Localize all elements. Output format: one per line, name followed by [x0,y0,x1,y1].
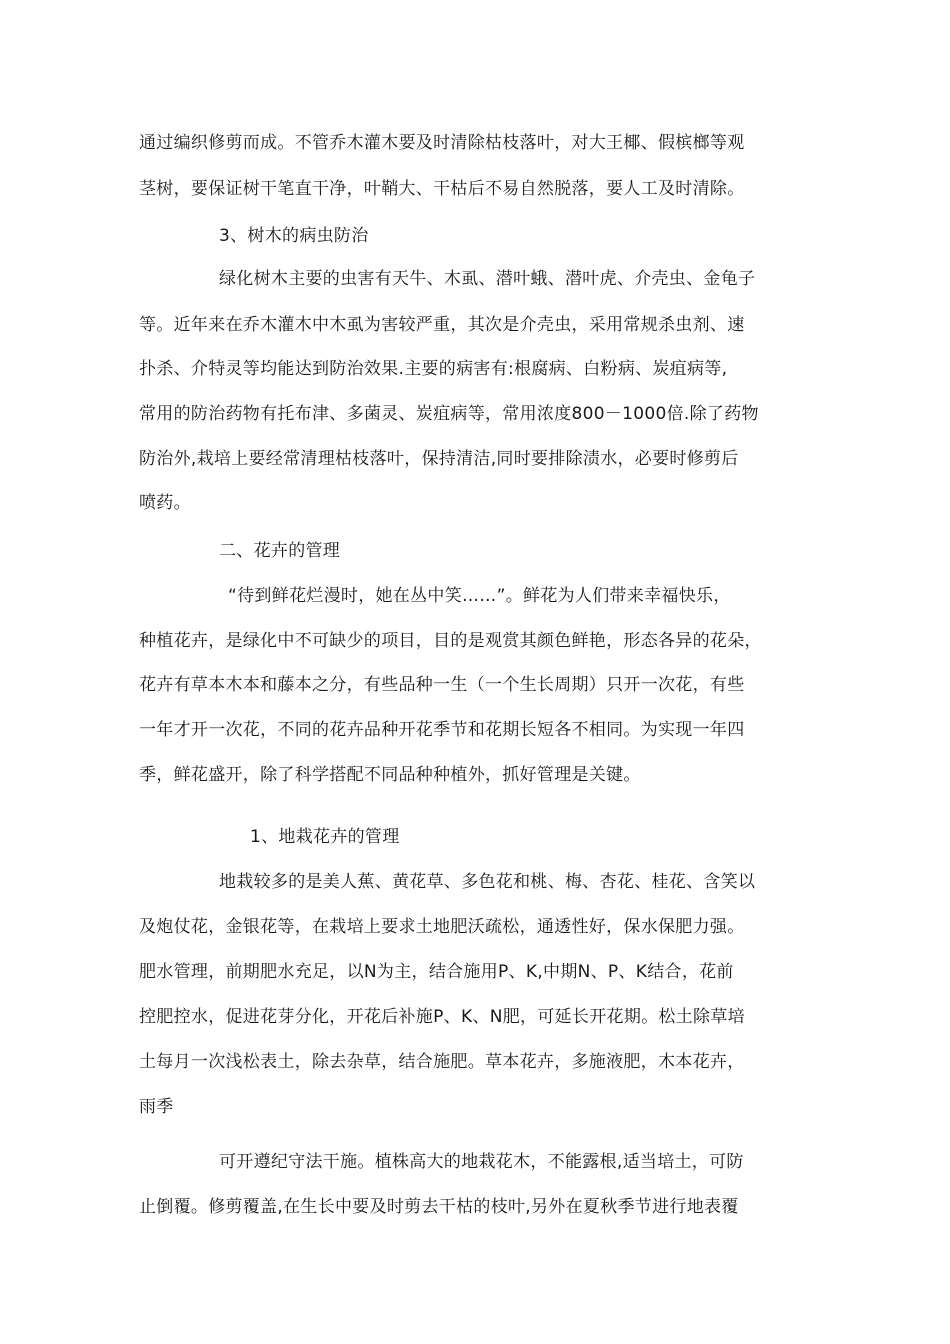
text-line: 常用的防治药物有托布津、多菌灵、炭疽病等，常用浓度800－1000倍.除了药物 [139,404,759,424]
text-line: 一年才开一次花，不同的花卉品种开花季节和花期长短各不相同。为实现一年四 [139,720,745,740]
text-line: 控肥控水，促进花芽分化，开花后补施P、K、N肥，可延长开花期。松土除草培 [139,1007,745,1027]
text-line: 绿化树木主要的虫害有天牛、木虱、潜叶蛾、潜叶虎、介壳虫、金龟子 [219,269,756,289]
section-heading: 3、树木的病虫防治 [219,226,369,246]
text-line: 雨季 [139,1097,174,1117]
text-line: 肥水管理，前期肥水充足，以N为主，结合施用P、K,中期N、P、K结合，花前 [139,962,734,982]
text-line: 种植花卉，是绿化中不可缺少的项目，目的是观赏其颜色鲜艳，形态各异的花朵， [139,631,762,651]
text-line: “待到鲜花烂漫时，她在丛中笑……”。鲜花为人们带来幸福快乐， [228,586,731,606]
section-heading: 二、花卉的管理 [219,541,341,561]
text-line: 季，鲜花盛开，除了科学搭配不同品种种植外，抓好管理是关键。 [139,765,641,785]
section-heading: 1、地栽花卉的管理 [250,827,400,847]
text-line: 土每月一次浅松表土，除去杂草，结合施肥。草本花卉，多施液肥，木本花卉， [139,1052,745,1072]
text-line: 止倒覆。修剪覆盖,在生长中要及时剪去干枯的枝叶,另外在夏秋季节进行地表覆 [139,1197,739,1217]
text-line: 花卉有草本木本和藤本之分，有些品种一生（一个生长周期）只开一次花，有些 [139,675,745,695]
text-line: 地栽较多的是美人蕉、黄花草、多色花和桃、梅、杏花、桂花、含笑以 [219,872,756,892]
text-line: 通过编织修剪而成。不管乔木灌木要及时清除枯枝落叶，对大王椰、假槟榔等观 [139,133,745,153]
text-line: 防治外,栽培上要经常清理枯枝落叶，保持清洁,同时要排除渍水，必要时修剪后 [139,449,739,469]
text-line: 扑杀、介特灵等均能达到防治效果.主要的病害有:根腐病、白粉病、炭疽病等, [139,359,728,379]
text-line: 等。近年来在乔木灌木中木虱为害较严重，其次是介壳虫，采用常规杀虫剂、速 [139,315,745,335]
text-line: 喷药。 [139,493,191,513]
text-line: 可开遵纪守法干施。植株高大的地栽花木，不能露根,适当培土，可防 [219,1152,744,1172]
text-line: 及炮仗花，金银花等，在栽培上要求土地肥沃疏松，通透性好，保水保肥力强。 [139,917,745,937]
text-line: 茎树，要保证树干笔直干净，叶鞘大、干枯后不易自然脱落，要人工及时清除。 [139,179,745,199]
